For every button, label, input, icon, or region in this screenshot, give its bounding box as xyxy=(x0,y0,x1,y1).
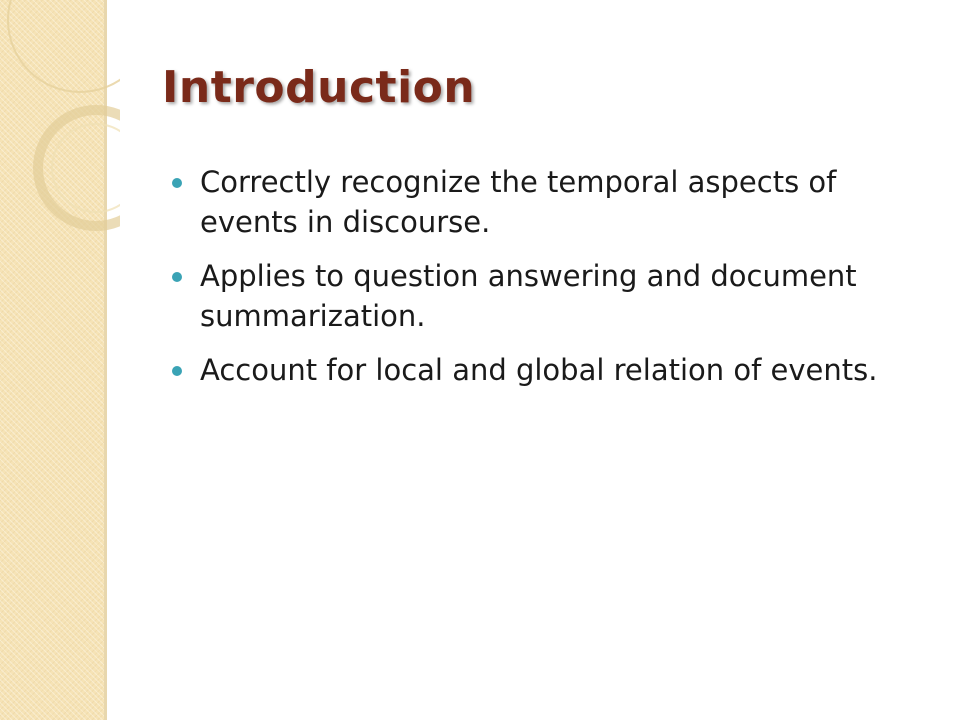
bullet-item xyxy=(172,350,932,390)
bullet-dot-icon xyxy=(172,178,182,188)
bullet-text: Correctly recognize the temporal aspects of events in discourse. xyxy=(200,165,837,239)
bullet-list xyxy=(172,162,932,404)
bullet-item xyxy=(172,162,932,242)
bullet-dot-icon xyxy=(172,272,182,282)
bullet-dot-icon xyxy=(172,366,182,376)
bullet-text: Applies to question answering and document summarization. xyxy=(200,259,857,333)
decorative-circles xyxy=(0,0,120,240)
slide-title: Introduction xyxy=(162,62,476,113)
bullet-item xyxy=(172,256,932,336)
bullet-text: Account for local and global relation of events. xyxy=(200,353,878,387)
